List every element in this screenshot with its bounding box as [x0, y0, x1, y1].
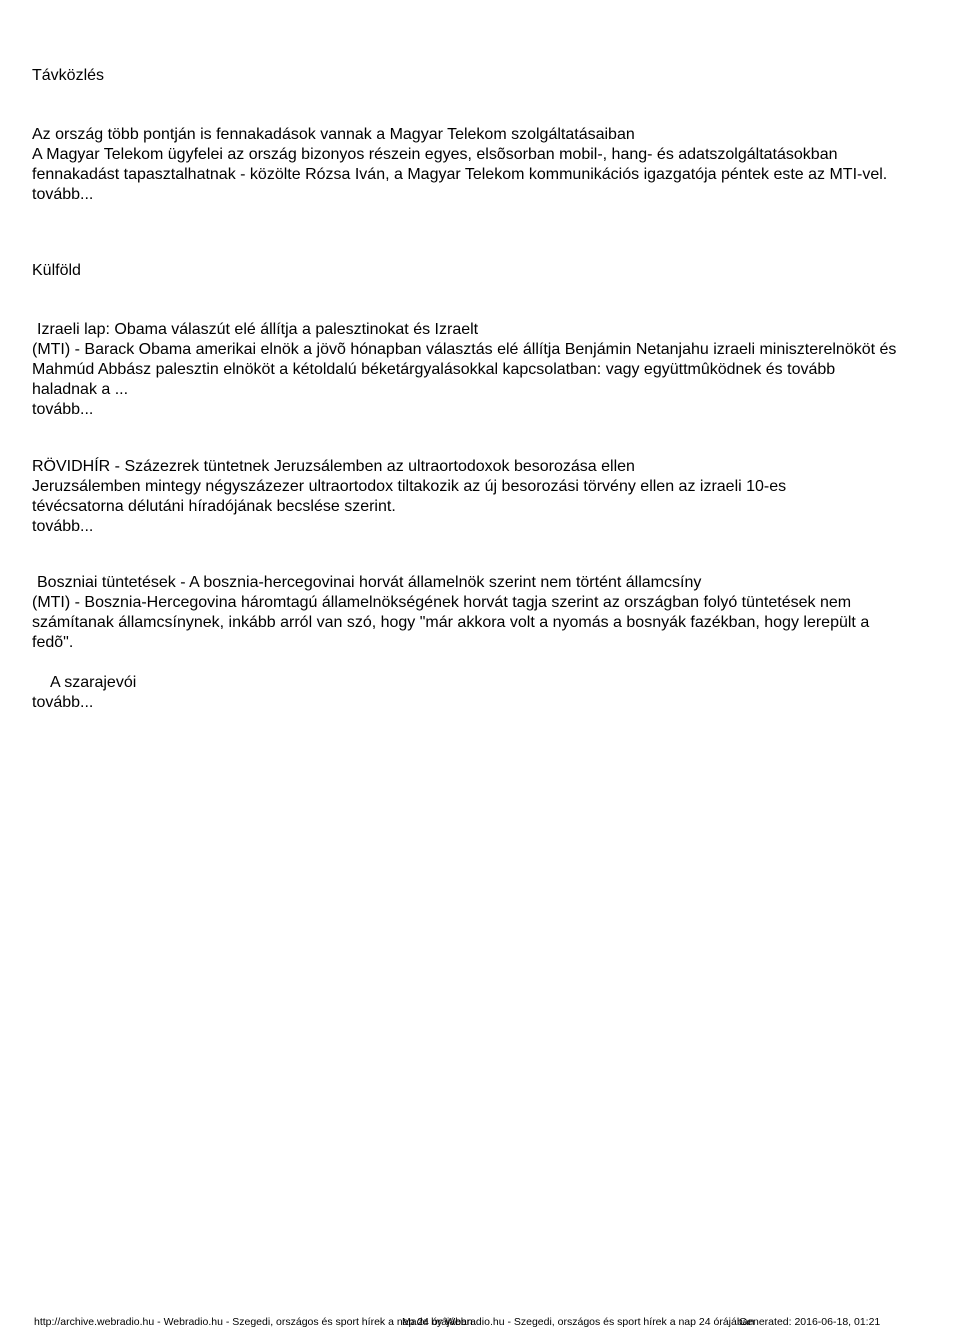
article-body: fedõ". [32, 634, 74, 651]
more-link[interactable]: tovább... [32, 401, 94, 418]
article-body: fennakadást tapasztalhatnak - közölte Rózsa Iván, a Magyar Telekom kommunikációs igazgatója péntek este az MTI-vel. [32, 166, 888, 183]
article-title: Izraeli lap: Obama válaszút elé állítja a palesztinokat és Izraelt [37, 321, 479, 338]
footer-source-link[interactable]: http://archive.webradio.hu - Webradio.hu - Szegedi, országos és sport hírek a nap 24 órájában [34, 1316, 473, 1328]
article-bosznia [32, 573, 947, 713]
article-body: számítanak államcsínynek, inkább arról van szó, hogy "már akkora volt a nyomás a bosnyák fazékban, hogy lerepült a [32, 614, 870, 631]
article-body: (MTI) - Bosznia-Hercegovina háromtagú államelnökségének horvát tagja szerint az országban folyó tüntetések nem [32, 594, 852, 611]
article-body: A szarajevói [50, 674, 137, 691]
footer-generated: Generated: 2016-06-18, 01:21 [739, 1316, 881, 1328]
more-link[interactable]: tovább... [32, 186, 94, 203]
section-heading-tavkozles [32, 66, 932, 86]
section-heading-kulfold [32, 261, 932, 281]
footer-made-by: Made by Webradio.hu - Szegedi, országos és sport hírek a nap 24 órájában [402, 1316, 755, 1328]
article-title: Boszniai tüntetések - A bosznia-hercegovinai horvát államelnök szerint nem történt államcsíny [37, 574, 702, 591]
more-link[interactable]: tovább... [32, 518, 94, 535]
article-body: tévécsatorna délutáni híradójának becslése szerint. [32, 498, 396, 515]
article-body: (MTI) - Barack Obama amerikai elnök a jövõ hónapban választás elé állítja Benjámin Netanjahu izraeli miniszterelnököt és [32, 341, 897, 358]
section-heading: Távközlés [32, 67, 105, 84]
article-body: haladnak a ... [32, 381, 129, 398]
article-body: Jeruzsálemben mintegy négyszázezer ultraortodox tiltakozik az új besorozási törvény ellen az izraeli 10-es [32, 478, 787, 495]
blank-line [32, 653, 947, 673]
section-heading: Külföld [32, 262, 81, 279]
article-obama [32, 320, 947, 420]
article-title: RÖVIDHÍR - Százezrek tüntetnek Jeruzsálemben az ultraortodoxok besorozása ellen [32, 458, 635, 475]
article-body: A Magyar Telekom ügyfelei az ország bizonyos részein egyes, elsõsorban mobil-, hang- és adatszolgáltatásokban [32, 146, 838, 163]
article-telekom [32, 125, 947, 205]
article-body: Mahmúd Abbász palesztin elnököt a kétoldalú béketárgyalásokkal kapcsolatban: vagy együttmûködnek és tovább [32, 361, 836, 378]
more-link[interactable]: tovább... [32, 694, 94, 711]
article-title: Az ország több pontján is fennakadások vannak a Magyar Telekom szolgáltatásaiban [32, 126, 635, 143]
article-jeruzsalem [32, 457, 947, 537]
